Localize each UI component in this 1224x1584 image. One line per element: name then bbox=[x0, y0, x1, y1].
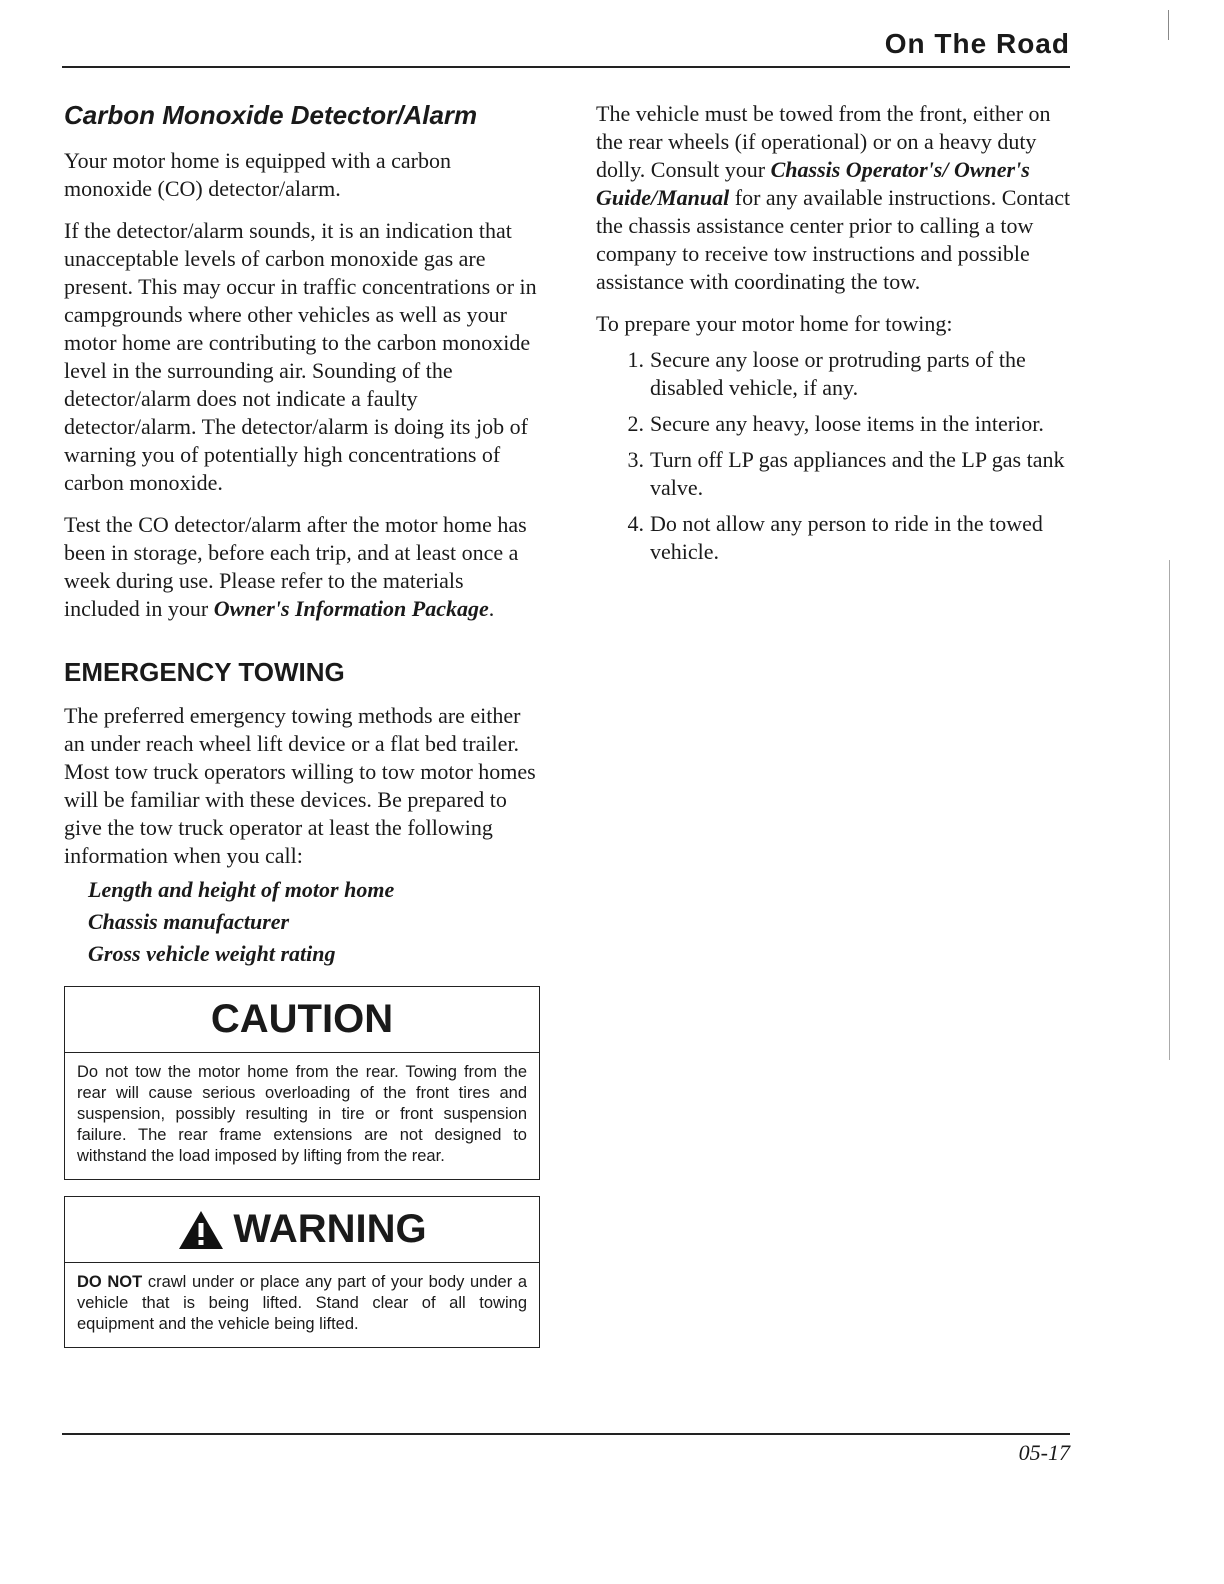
co-paragraph-2: If the detector/alarm sounds, it is an indication that unacceptable levels of carbon monoxide gas are present. This may occur in traffic concentrations or in campgrounds where other vehicles as well as your motor home are contributing to the carbon monoxide level in the surrounding air. Sounding of the detector/alarm does not indicate a faulty detector/alarm. The detector/alarm is doing its job of warning you of potentially high concentrations of carbon monoxide. bbox=[64, 218, 537, 495]
owners-info-package-ref: Owner's Information Package bbox=[213, 596, 489, 621]
caution-box bbox=[64, 986, 540, 1180]
warning-box bbox=[64, 1196, 540, 1348]
warning-title: WARNING bbox=[233, 1207, 427, 1251]
co-heading: Carbon Monoxide Detector/Alarm bbox=[64, 100, 478, 130]
warning-triangle-icon bbox=[177, 1209, 225, 1251]
warning-do-not: DO NOT bbox=[77, 1273, 143, 1291]
caution-title: CAUTION bbox=[65, 987, 539, 1053]
co-paragraph-1: Your motor home is equipped with a carbon monoxide (CO) detector/alarm. bbox=[64, 148, 451, 201]
tow-front-paragraph bbox=[596, 100, 1072, 296]
list-item bbox=[596, 410, 1072, 438]
header-rule bbox=[62, 66, 1070, 68]
list-item bbox=[596, 446, 1072, 502]
left-column bbox=[64, 100, 540, 1348]
tow-front-text-end: for any available instructions. Contact the chassis assistance center prior to calling a tow company to receive tow instructions and possible assistance with coordinating the tow. bbox=[596, 185, 1071, 294]
step-number: 2. bbox=[627, 411, 644, 436]
right-column bbox=[596, 100, 1072, 574]
co-paragraph-3-end: . bbox=[488, 596, 495, 621]
list-item: Gross vehicle weight rating bbox=[88, 941, 336, 966]
prepare-paragraph: To prepare your motor home for towing: bbox=[596, 311, 953, 336]
step-number: 1. bbox=[627, 347, 644, 372]
step-text: Do not allow any person to ride in the towed vehicle. bbox=[650, 511, 1043, 564]
towing-heading: EMERGENCY TOWING bbox=[64, 657, 345, 687]
chassis-guide-ref: Chassis Operator's/ Owner's Guide/Manual bbox=[596, 157, 1030, 210]
step-text: Secure any loose or protruding parts of the disabled vehicle, if any. bbox=[650, 347, 1026, 400]
page-number: 05-17 bbox=[1018, 1440, 1070, 1465]
list-item: Length and height of motor home bbox=[88, 877, 395, 902]
warning-title-row bbox=[65, 1197, 539, 1263]
list-item bbox=[596, 346, 1072, 402]
caution-body: Do not tow the motor home from the rear. Towing from the rear will cause serious overloading of the front tires and suspension, possibly resulting in tire or front suspension failure. The rear frame extensions are not designed to withstand the load imposed by lifting from the rear. bbox=[77, 1063, 527, 1165]
warning-body-text: crawl under or place any part of your body under a vehicle that is being lifted. Stand clear of all towing equipment and the vehicle being lifted. bbox=[77, 1273, 528, 1333]
tow-info-list bbox=[88, 874, 540, 970]
page-header-title: On The Road bbox=[884, 28, 1070, 59]
co-paragraph-3-text: Test the CO detector/alarm after the motor home has been in storage, before each trip, and at least once a week during use. Please refer to the materials included in your bbox=[64, 512, 527, 621]
list-item: Chassis manufacturer bbox=[88, 909, 290, 934]
warning-body bbox=[65, 1263, 539, 1347]
list-item bbox=[596, 510, 1072, 566]
scan-edge-mark bbox=[1168, 10, 1169, 40]
step-number: 3. bbox=[627, 447, 644, 472]
step-number: 4. bbox=[627, 511, 644, 536]
towing-paragraph-1: The preferred emergency towing methods are either an under reach wheel lift device or a flat bed trailer. Most tow truck operators willing to tow motor homes will be familiar with these devices. Be prepared to give the tow truck operator at least the following information when you call: bbox=[64, 703, 536, 868]
footer-rule bbox=[62, 1433, 1070, 1435]
co-paragraph-3 bbox=[64, 511, 540, 623]
prepare-steps-list bbox=[596, 346, 1072, 566]
step-text: Turn off LP gas appliances and the LP gas tank valve. bbox=[650, 447, 1065, 500]
tow-front-text: The vehicle must be towed from the front, either on the rear wheels (if operational) or on a heavy duty dolly. Consult your bbox=[596, 101, 1051, 182]
scan-edge-mark bbox=[1169, 560, 1170, 1060]
step-text: Secure any heavy, loose items in the interior. bbox=[650, 411, 1044, 436]
